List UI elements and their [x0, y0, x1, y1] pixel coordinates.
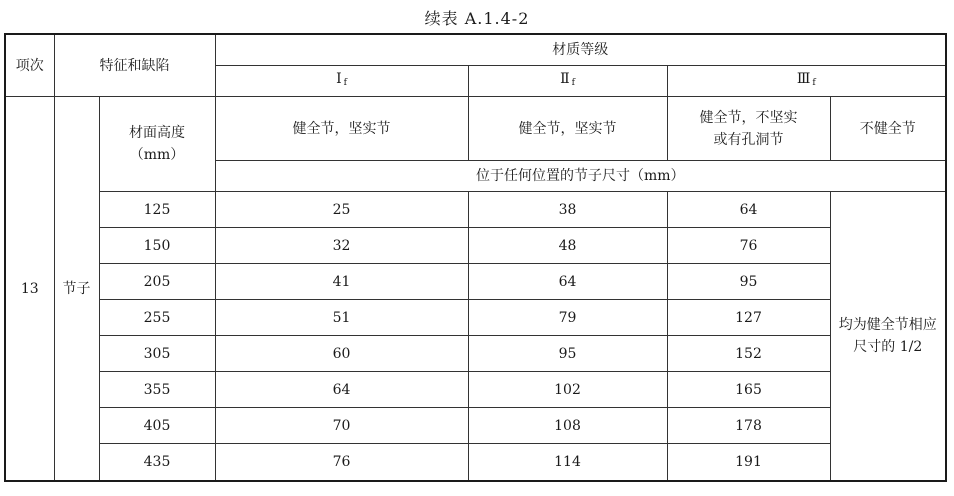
- header-row-1: [5, 34, 946, 66]
- header-cond-3-line1: 健全节，不坚实: [699, 109, 798, 126]
- cell-grade-2: 64: [468, 264, 667, 300]
- cell-grade-3: 76: [667, 228, 830, 264]
- cell-height: 125: [99, 192, 215, 228]
- cell-grade-2: 48: [468, 228, 667, 264]
- cell-grade-1: 25: [215, 192, 468, 228]
- header-cond-3-line2: 或有孔洞节: [713, 131, 784, 148]
- cell-grade-3: 191: [667, 444, 830, 482]
- header-cond-1: 健全节，坚实节: [215, 97, 468, 161]
- cell-grade-3: 127: [667, 300, 830, 336]
- grade-1-sub: f: [343, 78, 347, 88]
- header-row-3: [5, 97, 946, 161]
- header-grade-1: [215, 66, 468, 97]
- cell-grade-1: 32: [215, 228, 468, 264]
- cell-grade-1: 76: [215, 444, 468, 482]
- cell-height: 435: [99, 444, 215, 482]
- table-row: [5, 336, 946, 372]
- cell-grade-2: 114: [468, 444, 667, 482]
- table-row: [5, 408, 946, 444]
- table-row: [5, 192, 946, 228]
- cell-grade-2: 108: [468, 408, 667, 444]
- cell-grade-1: 60: [215, 336, 468, 372]
- cell-height: 150: [99, 228, 215, 264]
- cell-grade-3: 165: [667, 372, 830, 408]
- merged-unsound-cell: [830, 192, 946, 482]
- header-height: [99, 97, 215, 192]
- table-row: [5, 300, 946, 336]
- cell-grade-3: 152: [667, 336, 830, 372]
- header-cond-2: 健全节，坚实节: [468, 97, 667, 161]
- cell-grade-2: 102: [468, 372, 667, 408]
- row-item-no: 13: [5, 97, 54, 482]
- merged-line-2: 尺寸的 1/2: [853, 339, 923, 355]
- table-row: [5, 228, 946, 264]
- table-row: [5, 372, 946, 408]
- cell-grade-1: 51: [215, 300, 468, 336]
- cell-grade-1: 64: [215, 372, 468, 408]
- cell-grade-2: 95: [468, 336, 667, 372]
- cell-grade-1: 70: [215, 408, 468, 444]
- cell-height: 355: [99, 372, 215, 408]
- table-row: [5, 444, 946, 482]
- header-grade-3: [667, 66, 946, 97]
- header-height-label: 材面高度: [129, 125, 185, 141]
- header-item-no: 项次: [5, 34, 54, 97]
- cell-grade-3: 64: [667, 192, 830, 228]
- header-cond-4: 不健全节: [830, 97, 946, 161]
- cell-height: 205: [99, 264, 215, 300]
- table-title: 续表 A.1.4-2: [424, 9, 530, 28]
- grade-1-main: Ⅰ: [336, 71, 342, 87]
- cell-height: 255: [99, 300, 215, 336]
- cell-grade-2: 79: [468, 300, 667, 336]
- grade-3-sub: f: [812, 78, 816, 88]
- grade-3-main: Ⅲ: [796, 71, 811, 87]
- grade-2-sub: f: [571, 78, 575, 88]
- header-cond-3: [667, 97, 830, 161]
- cell-grade-3: 178: [667, 408, 830, 444]
- cell-grade-1: 41: [215, 264, 468, 300]
- header-height-unit: （mm）: [129, 147, 185, 163]
- knot-grade-table: [4, 33, 947, 482]
- header-feature: 特征和缺陷: [54, 34, 215, 97]
- header-grade-2: [468, 66, 667, 97]
- cell-height: 305: [99, 336, 215, 372]
- row-feature: 节子: [54, 97, 99, 482]
- table-row: [5, 264, 946, 300]
- merged-line-1: 均为健全节相应: [838, 317, 937, 333]
- cell-height: 405: [99, 408, 215, 444]
- cell-grade-2: 38: [468, 192, 667, 228]
- cell-grade-3: 95: [667, 264, 830, 300]
- grade-2-main: Ⅱ: [560, 71, 570, 87]
- header-grade-group: 材质等级: [215, 34, 946, 66]
- header-size-note: 位于任何位置的节子尺寸（mm）: [215, 161, 946, 192]
